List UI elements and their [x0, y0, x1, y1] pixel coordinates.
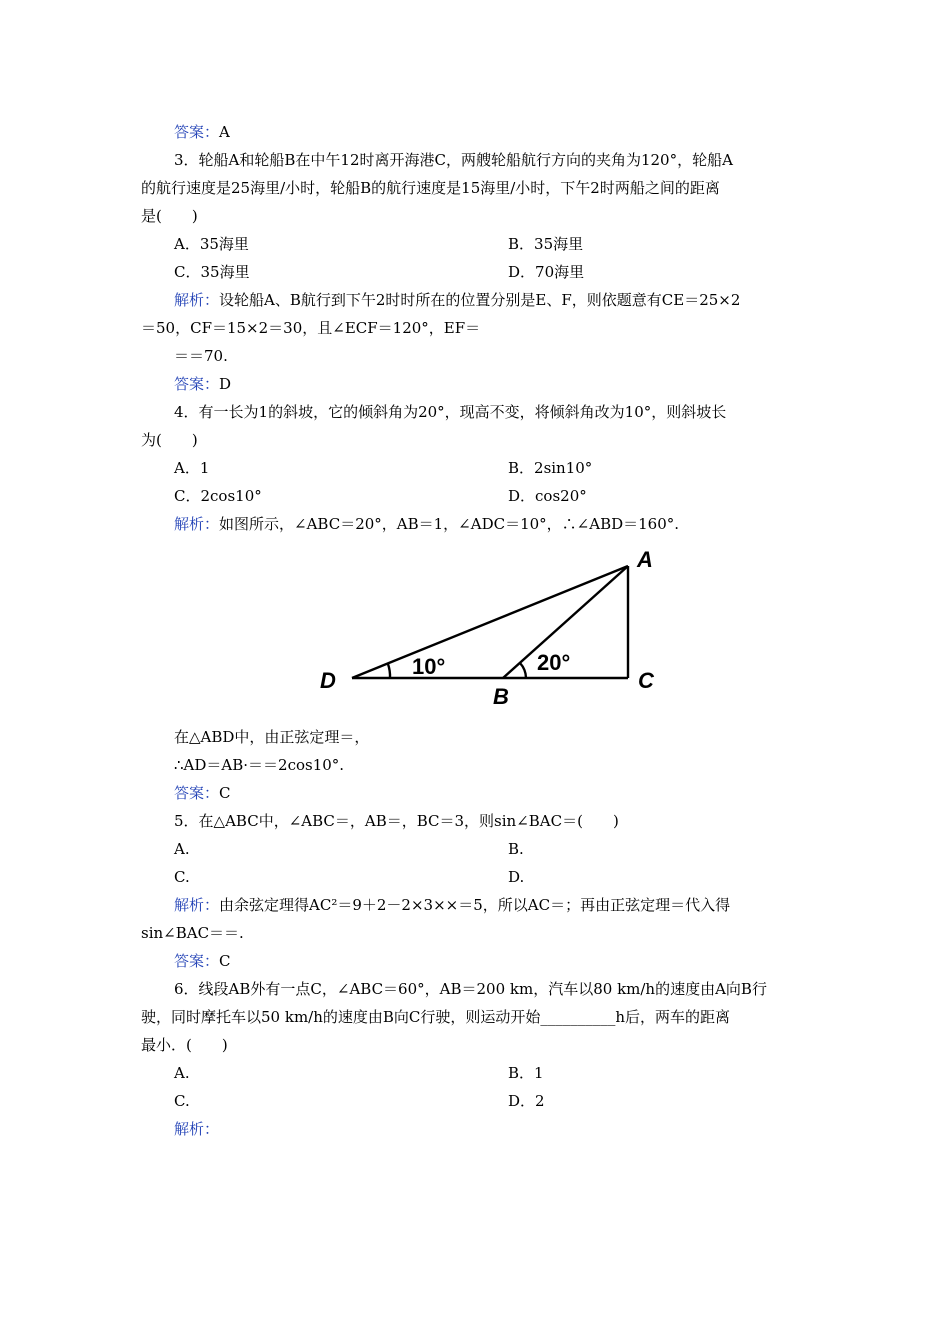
q5-analysis-line2: sin∠BAC＝＝. [141, 924, 244, 942]
q3-stem-line1: 3．轮船A和轮船B在中午12时离开海港C，两艘轮船航行方向的夹角为120°，轮船A [174, 151, 733, 169]
point-label-a: A [637, 547, 653, 572]
q3-option-d: D．70海里 [508, 263, 585, 281]
point-label-c: C [638, 668, 654, 693]
q6-option-c: C. [174, 1092, 190, 1110]
q5-analysis-line1: 解析：由余弦定理得AC²＝9＋2－2×3××＝5，所以AC＝；再由正弦定理＝代入得 [174, 896, 731, 914]
q3-answer-line: 答案：D [174, 375, 232, 393]
q3-option-b: B．35海里 [508, 235, 584, 253]
q6-stem-line1: 6．线段AB外有一点C，∠ABC＝60°，AB＝200 km，汽车以80 km/h的速度由A向B行 [174, 980, 767, 998]
angle-label-10: 10° [412, 654, 446, 679]
answer-line: 答案：A [174, 123, 230, 141]
q6-option-d: D．2 [508, 1092, 545, 1110]
q3-stem-line2: 的航行速度是25海里/小时，轮船B的航行速度是15海里/小时，下午2时两船之间的距离 [141, 179, 720, 197]
point-label-b: B [493, 684, 509, 709]
triangle-figure [310, 540, 670, 715]
q4-option-d: D．cos20° [508, 487, 587, 505]
q4-option-b: B．2sin10° [508, 459, 593, 477]
q5-stem-line1: 5．在△ABC中，∠ABC＝，AB＝，BC＝3，则sin∠BAC＝( ) [174, 812, 619, 830]
q3-analysis-line3: ＝＝70. [174, 347, 228, 365]
angle-label-20: 20° [537, 650, 571, 675]
segment-da [352, 566, 628, 678]
q5-option-a: A. [174, 840, 190, 858]
q3-option-a: A．35海里 [174, 235, 249, 253]
q4-option-c: C．2cos10° [174, 487, 262, 505]
q4-after-line1: 在△ABD中，由正弦定理＝， [174, 728, 370, 746]
q5-option-b: B. [508, 840, 524, 858]
q3-stem-line3: 是( ) [141, 207, 198, 225]
q4-answer-line: 答案：C [174, 784, 231, 802]
point-label-d: D [320, 668, 336, 693]
q6-option-b: B．1 [508, 1064, 544, 1082]
angle-arc-d [388, 664, 390, 678]
q6-stem-line2: 驶，同时摩托车以50 km/h的速度由B向C行驶，则运动开始__________h后，两车的距离 [141, 1008, 731, 1026]
q5-answer-line: 答案：C [174, 952, 231, 970]
q5-option-c: C. [174, 868, 190, 886]
q6-analysis-line: 解析： [174, 1120, 220, 1138]
q3-analysis-line2: ＝50，CF＝15×2＝30，且∠ECF＝120°，EF＝ [141, 319, 481, 337]
q4-analysis-line1: 解析：如图所示，∠ABC＝20°，AB＝1，∠ADC＝10°，∴∠ABD＝160°. [174, 515, 680, 533]
q3-analysis-line1: 解析：设轮船A、B航行到下午2时时所在的位置分别是E、F，则依题意有CE＝25×2 [174, 291, 741, 309]
q4-stem-line1: 4．有一长为1的斜坡，它的倾斜角为20°，现高不变，将倾斜角改为10°，则斜坡长 [174, 403, 727, 421]
angle-arc-b [520, 663, 526, 678]
q3-option-c: C．35海里 [174, 263, 250, 281]
q4-stem-line2: 为( ) [141, 431, 198, 449]
q4-after-line2: ∴AD＝AB·＝＝2cos10°. [174, 756, 345, 774]
q6-option-a: A. [174, 1064, 190, 1082]
answer-value: A [219, 123, 230, 141]
q4-option-a: A．1 [174, 459, 210, 477]
q5-option-d: D. [508, 868, 525, 886]
q6-stem-line3: 最小．( ) [141, 1036, 228, 1054]
